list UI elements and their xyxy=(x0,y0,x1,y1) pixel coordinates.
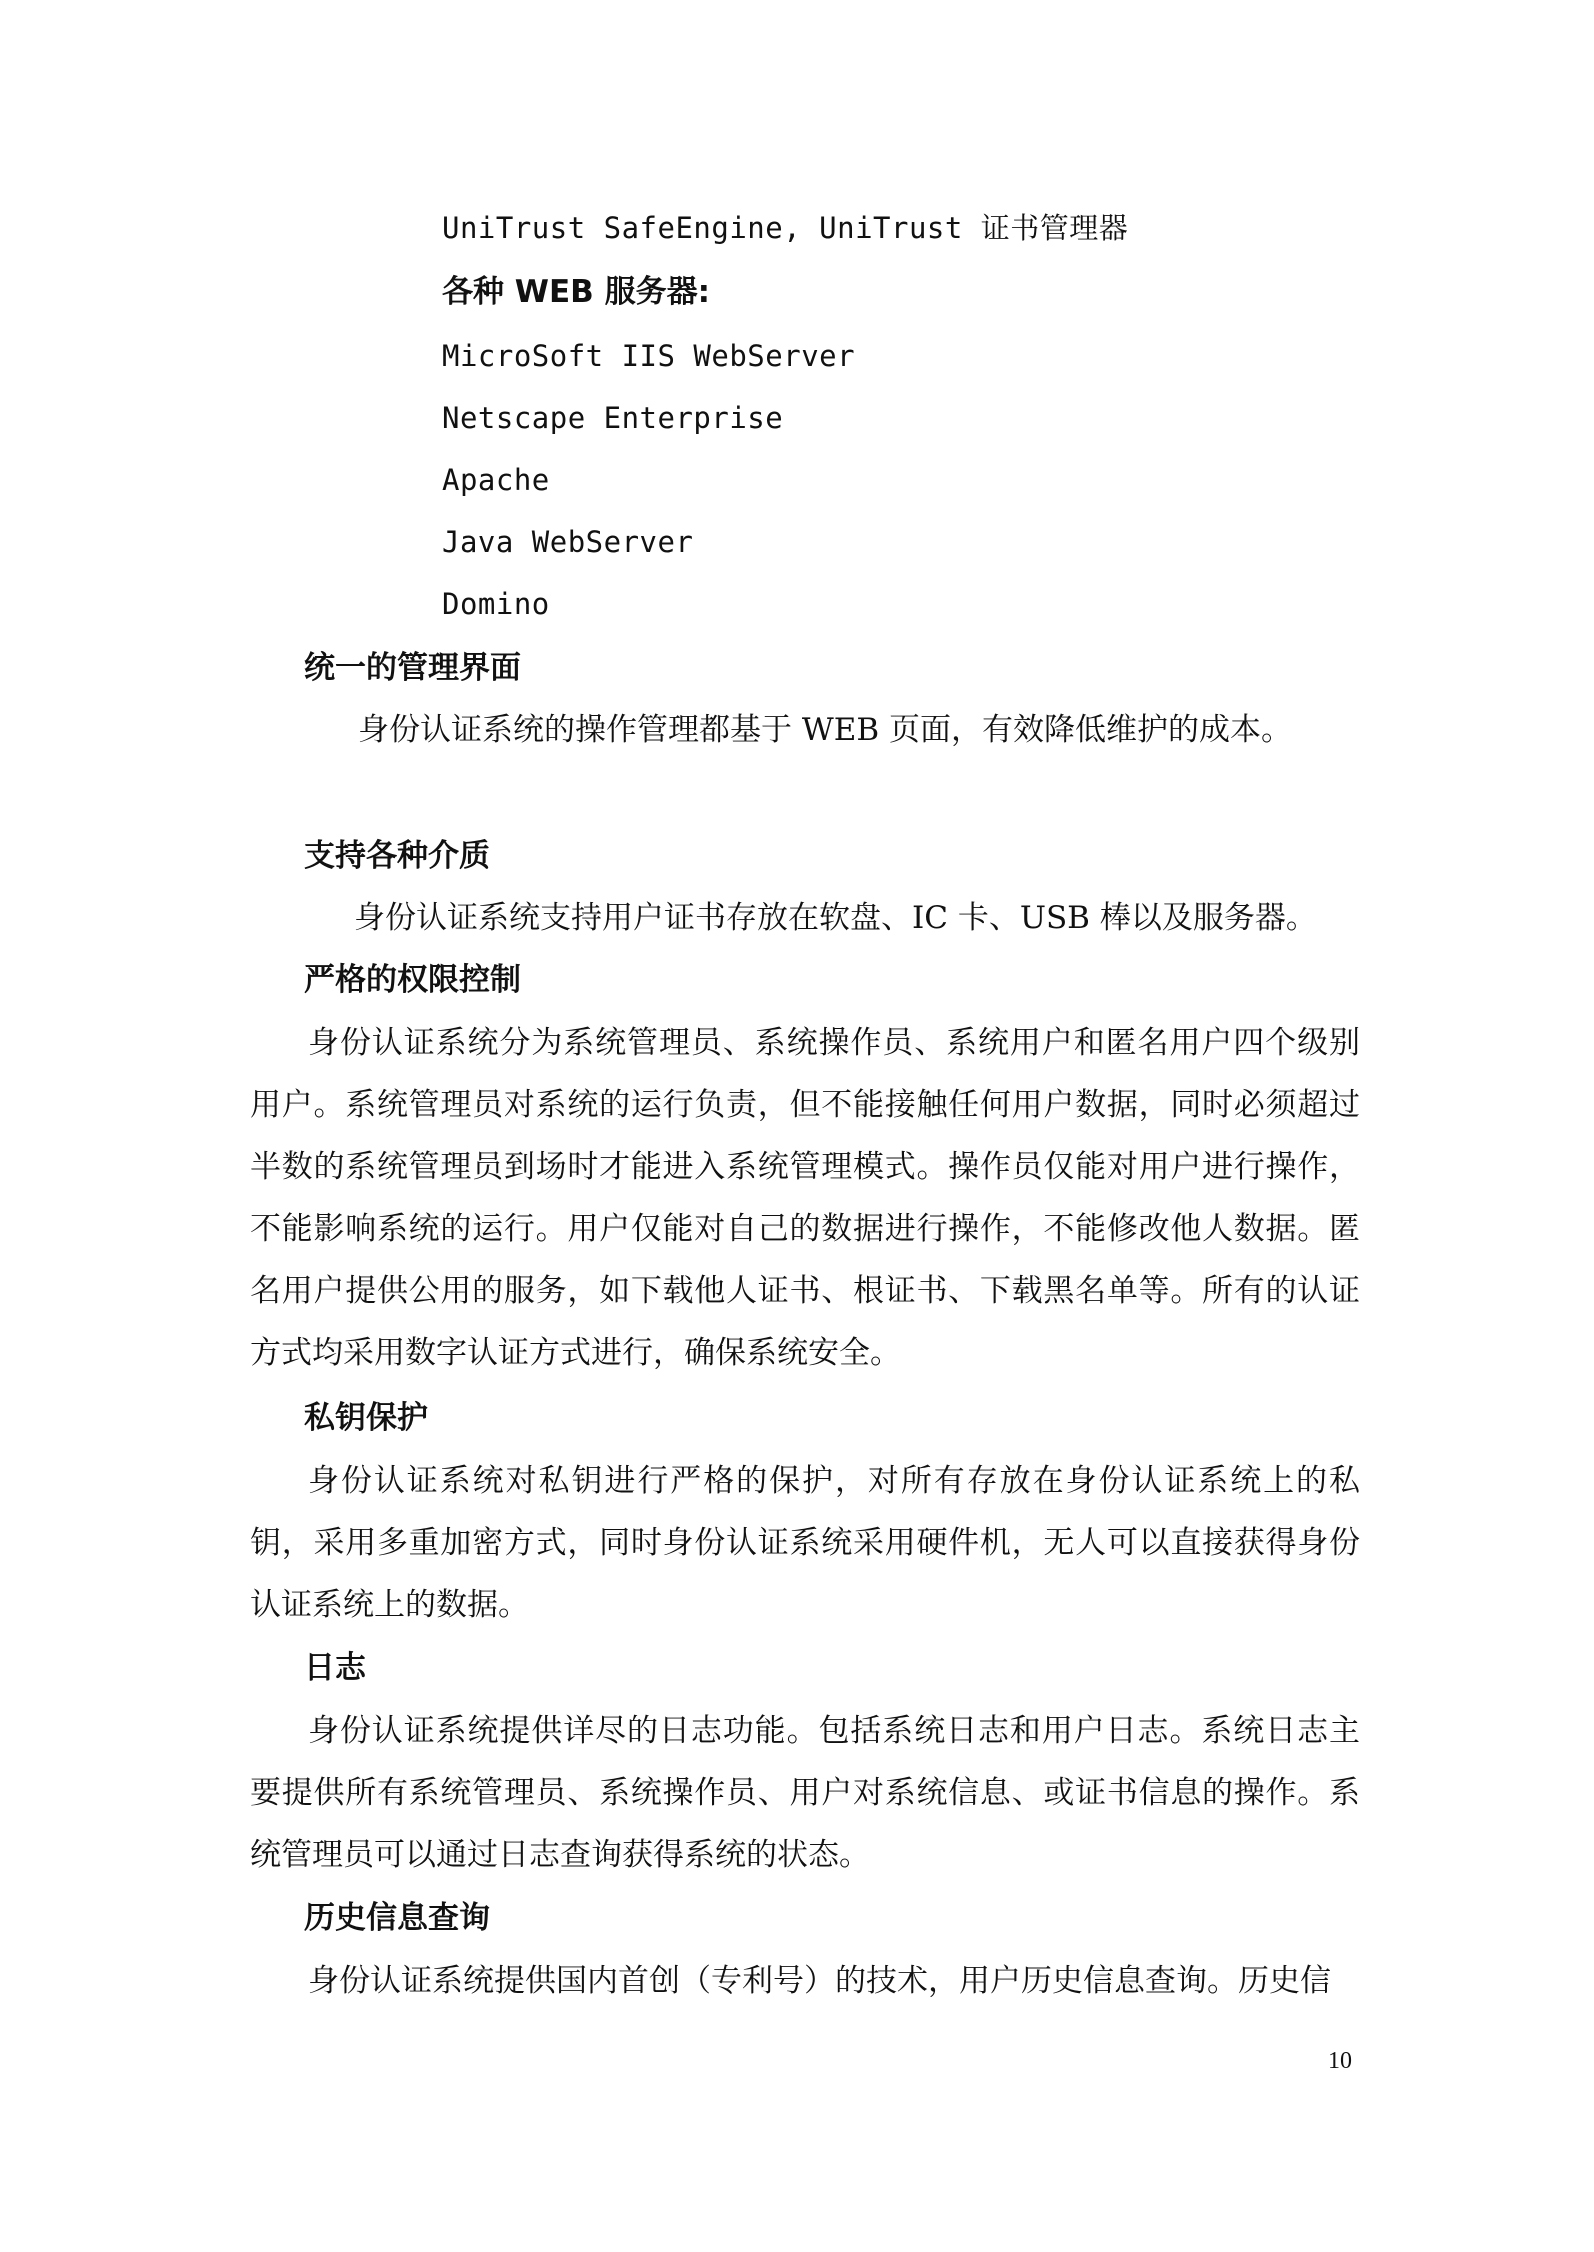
section-heading-access-control: 严格的权限控制 xyxy=(304,962,521,998)
server-item-netscape: Netscape Enterprise xyxy=(442,401,784,435)
server-item-iis: MicroSoft IIS WebServer xyxy=(442,339,856,373)
section-heading-history: 历史信息查询 xyxy=(304,1900,490,1936)
section-body-history: 身份认证系统提供国内首创（专利号）的技术，用户历史信息查询。历史信 xyxy=(308,1963,1331,1999)
section-heading-unified-ui: 统一的管理界面 xyxy=(304,650,521,686)
section-body-access-control: 身份认证系统分为系统管理员、系统操作员、系统用户和匿名用户四个级别用户。系统管理员对系统的运行负责，但不能接触任何用户数据，同时必须超过半数的系统管理员到场时才能进入系统管理模式。操作员仅能对用户进行操作，不能影响系统的运行。用户仅能对自己的数据进行操作，不能修改他人数据。匿名用户提供公用的服务，如下载他人证书、根证书、下载黑名单等。所有的认证方式均采用数字认证方式进行，确保系统安全。 xyxy=(250,1025,1360,1371)
section-body-logging: 身份认证系统提供详尽的日志功能。包括系统日志和用户日志。系统日志主要提供所有系统管理员、系统操作员、用户对系统信息、或证书信息的操作。系统管理员可以通过日志查询获得系统的状态。 xyxy=(250,1713,1360,1873)
section-heading-private-key: 私钥保护 xyxy=(304,1400,428,1436)
section-body-media: 身份认证系统支持用户证书存放在软盘、IC 卡、USB 棒以及服务器。 xyxy=(354,900,1317,936)
section-body-private-key: 身份认证系统对私钥进行严格的保护，对所有存放在身份认证系统上的私钥，采用多重加密方式，同时身份认证系统采用硬件机，无人可以直接获得身份认证系统上的数据。 xyxy=(250,1463,1360,1623)
page-number: 10 xyxy=(1328,2048,1352,2074)
section-body-unified-ui: 身份认证系统的操作管理都基于 WEB 页面，有效降低维护的成本。 xyxy=(358,712,1292,748)
section-heading-media: 支持各种介质 xyxy=(304,838,490,874)
server-item-java: Java WebServer xyxy=(442,525,694,559)
server-item-domino: Domino xyxy=(442,587,550,621)
section-heading-logging: 日志 xyxy=(304,1650,366,1686)
server-item-apache: Apache xyxy=(442,463,550,497)
unitrust-line: UniTrust SafeEngine, UniTrust 证书管理器 xyxy=(442,211,1129,245)
web-servers-heading: 各种 WEB 服务器: xyxy=(442,274,710,310)
